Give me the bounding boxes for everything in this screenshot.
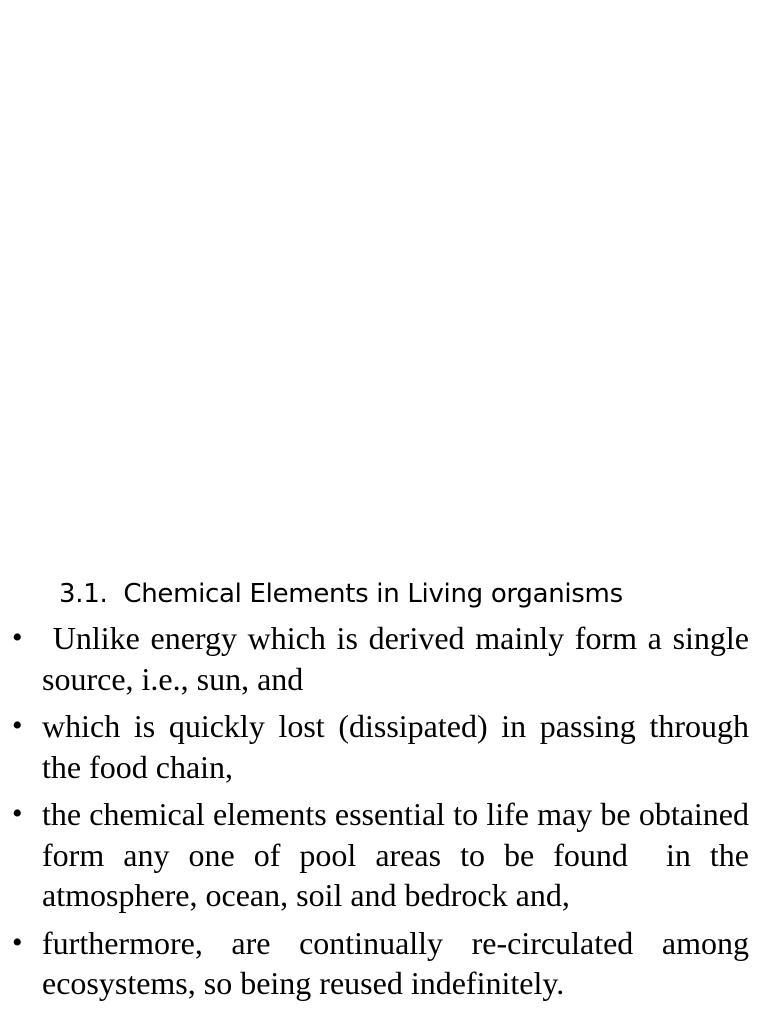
bullet-text: which is quickly lost (dissipated) in passing through the food chain, (42, 708, 757, 785)
bullet-item (0, 618, 768, 699)
bullet-text: furthermore, are continually re-circulated among ecosystems, so being reused indefinitely. (42, 924, 757, 1001)
bullet-marker: • (12, 709, 23, 742)
bullet-item (0, 794, 768, 916)
bullet-marker: • (12, 797, 23, 830)
bullet-marker: • (12, 621, 23, 654)
slide-heading: 3.1. Chemical Elements in Living organisms (59, 579, 623, 609)
bullet-marker: • (12, 925, 23, 959)
bullet-list (0, 618, 768, 1011)
bullet-text: Unlike energy which is derived mainly form a single source, i.e., sun, and (42, 620, 758, 697)
bullet-item (0, 923, 768, 1004)
bullet-text: the chemical elements essential to life may be obtained form any one of pool areas to be found in the atmosphere, ocean, soil and bedrock and, (42, 796, 757, 913)
bullet-item (0, 706, 768, 787)
